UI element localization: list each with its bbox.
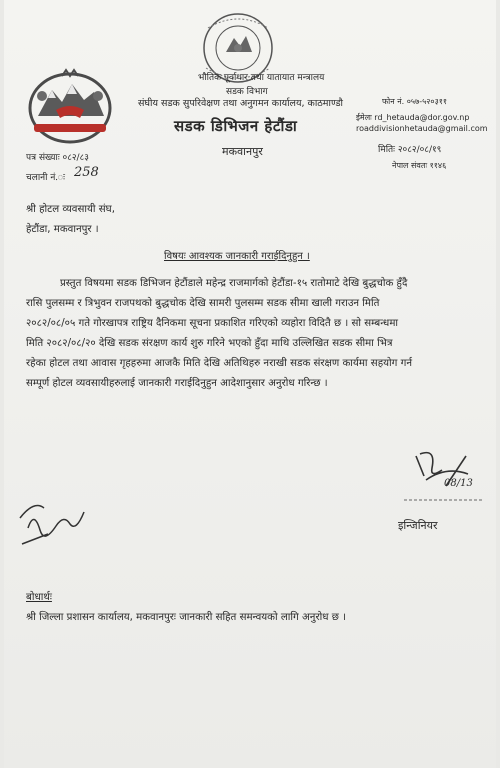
cc-recipient: श्री जिल्ला प्रशासन कार्यालय, मकवानपुरः जानकारी सहित समन्वयको लागि अनुरोध छ । [26, 612, 347, 623]
addressee-line-1: श्री होटल व्यवसायी संघ, [26, 204, 115, 215]
body-line-1: प्रस्तुत विषयमा सडक डिभिजन हेटौंडाले महेन्द्र राजमार्गको हेटौंडा-१५ रातोमाटे देखि बुद्धचोक हुँदै [60, 278, 408, 289]
dispatch-number: 258 [74, 165, 99, 180]
reference-number: पत्र संख्याः ०८२/८३ [26, 153, 89, 163]
district-name: मकवानपुर [222, 145, 263, 158]
cc-label: बोधार्थः [26, 592, 52, 603]
subject-line: विषयः आवश्यक जानकारी गराईदिनुहुन । [164, 251, 310, 262]
body-line-6: सम्पूर्ण होटल व्यवसायीहरुलाई जानकारी गराईदिनुहुन आदेशानुसार अनुरोध गरिन्छ । [26, 378, 328, 389]
letter-page [4, 0, 496, 768]
body-line-3: २०८२/०८/०५ गते गोरखापत्र राष्ट्रिय दैनिकमा सूचना प्रकाशित गरिएको व्यहोरा विदितै छ । सो सम्बन्धमा [26, 318, 399, 329]
nepal-emblem-icon [22, 66, 118, 146]
dispatch-label: चलानी नं.ः [26, 173, 65, 183]
signatory-title: इन्जिनियर [398, 519, 438, 532]
addressee-line-2: हेटौंडा, मकवानपुर । [26, 224, 99, 235]
office-name: संघीय सडक सुपरिवेक्षण तथा अनुगमन कार्यालय, काठमाण्डौ [138, 98, 344, 109]
body-line-2: रासि पुलसम्म र त्रिभुवन राजपथको बुद्धचोक देखि सामरी पुलसम्म सडक सीमा खाली गराउन मिति [26, 298, 380, 309]
phone-number: फोन नं. ०५७-५२०३११ [382, 97, 448, 106]
signature-date: 08/13 [444, 478, 473, 489]
letter-date: मितिः २०८२/०८/१९ [378, 145, 442, 155]
email-secondary: roaddivisionhetauda@gmail.com [356, 124, 488, 133]
nepal-samvat: नेपाल संवतः ११४६ [392, 161, 447, 170]
email-primary: ईमेलः rd_hetauda@dor.gov.np [356, 113, 470, 122]
department-line: सडक विभाग [226, 87, 268, 97]
engineer-signature-icon [396, 446, 486, 506]
division-title: सडक डिभिजन हेटौंडा [174, 117, 298, 135]
initials-signature-icon [14, 488, 94, 558]
ministry-line: भौतिक पूर्वाधार तथा यातायात मन्त्रालय [198, 73, 325, 83]
body-line-5: रहेका होटल तथा आवास गृहहरुमा आजकै मिति देखि अतिथिहरु नराखी सडक संरक्षण कार्यमा सहयोग गर्न [26, 358, 413, 369]
body-line-4: मिति २०८२/०८/२० देखि सडक संरक्षण कार्य शुरु गरिने भएको हुँदा माथि उल्लिखित सडक सीमा भित्र [26, 338, 393, 349]
